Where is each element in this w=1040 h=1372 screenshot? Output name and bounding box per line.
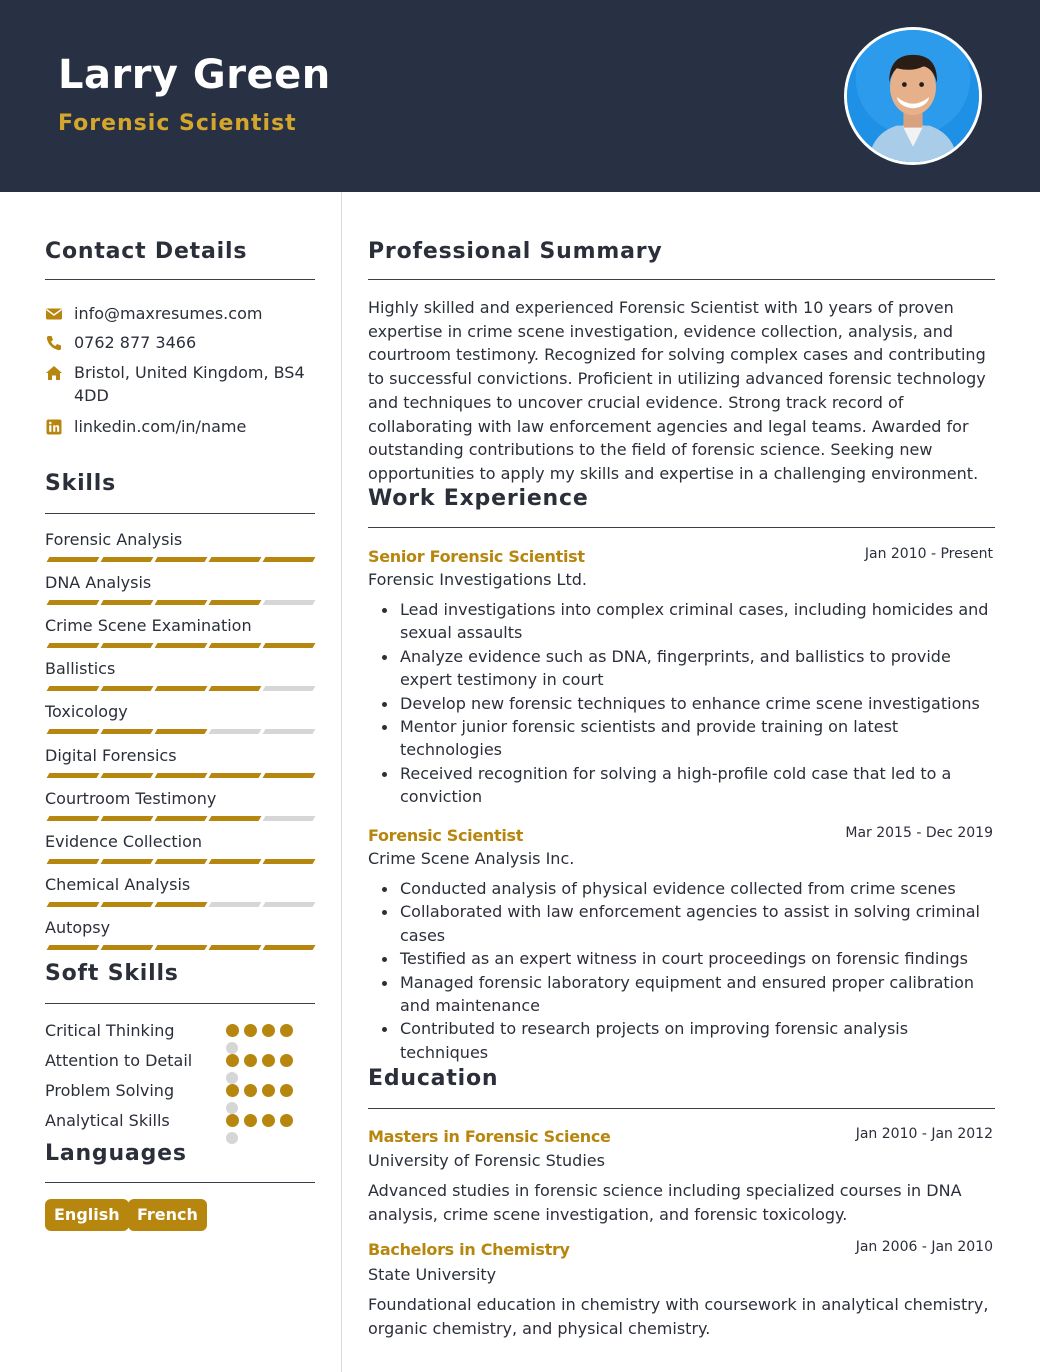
skill-level-segment bbox=[263, 686, 316, 691]
header-banner bbox=[0, 0, 1040, 192]
soft-skill-dot bbox=[280, 1054, 293, 1067]
contact-linkedin[interactable] bbox=[45, 415, 315, 439]
job-bullet: Lead investigations into complex criminal cases, including homicides and sexual assaults bbox=[368, 598, 995, 645]
skill-level-segment bbox=[263, 945, 316, 950]
skill-item bbox=[45, 746, 315, 766]
skill-item bbox=[45, 530, 315, 550]
skill-level-bar bbox=[45, 557, 313, 562]
job-bullet: Testified as an expert witness in court proceedings on forensic findings bbox=[368, 947, 995, 970]
soft-skill-dot bbox=[280, 1024, 293, 1037]
skill-level-segment bbox=[101, 729, 154, 734]
skill-level-segment bbox=[155, 859, 208, 864]
skill-level-segment bbox=[263, 600, 316, 605]
job-bullets bbox=[368, 598, 995, 809]
skill-level-segment bbox=[47, 816, 100, 821]
skill-level-segment bbox=[101, 557, 154, 562]
skill-level-segment bbox=[209, 902, 262, 907]
summary-rule bbox=[368, 279, 995, 280]
skill-level-bar bbox=[45, 643, 313, 648]
contact-phone[interactable] bbox=[45, 331, 315, 355]
soft-skill-dot bbox=[280, 1114, 293, 1127]
skill-level-segment bbox=[101, 859, 154, 864]
skill-level-bar bbox=[45, 859, 313, 864]
skill-level-segment bbox=[101, 686, 154, 691]
skill-level-segment bbox=[47, 729, 100, 734]
column-divider bbox=[341, 192, 342, 1372]
skill-level-segment bbox=[155, 600, 208, 605]
degree-description: Advanced studies in forensic science including specialized courses in DNA analysis, crime scene investigation, and forensic toxicology. bbox=[368, 1181, 962, 1224]
skill-level-segment bbox=[209, 816, 262, 821]
skill-level-segment bbox=[155, 773, 208, 778]
skill-level-bar bbox=[45, 773, 313, 778]
skill-item bbox=[45, 573, 315, 593]
soft-skills-heading: Soft Skills bbox=[45, 961, 179, 986]
skill-level-segment bbox=[263, 557, 316, 562]
soft-skill-dot bbox=[244, 1024, 257, 1037]
job-bullet: Managed forensic laboratory equipment and ensured proper calibration and maintenance bbox=[368, 971, 995, 1018]
skill-label: Ballistics bbox=[45, 659, 116, 679]
degree-title: Masters in Forensic Science bbox=[368, 1127, 611, 1146]
soft-skill-label: Analytical Skills bbox=[45, 1111, 170, 1130]
skill-level-segment bbox=[263, 902, 316, 907]
skill-level-segment bbox=[101, 945, 154, 950]
skill-level-bar bbox=[45, 729, 313, 734]
skill-level-bar bbox=[45, 686, 313, 691]
languages-heading: Languages bbox=[45, 1141, 187, 1166]
skill-level-segment bbox=[101, 600, 154, 605]
soft-skill-dot bbox=[226, 1084, 239, 1097]
skill-level-bar bbox=[45, 902, 313, 907]
skill-level-segment bbox=[263, 816, 316, 821]
contact-email-text: info@maxresumes.com bbox=[74, 304, 263, 323]
contact-rule bbox=[45, 279, 315, 280]
skill-level-segment bbox=[47, 600, 100, 605]
job-company: Crime Scene Analysis Inc. bbox=[368, 849, 575, 868]
skill-label: Courtroom Testimony bbox=[45, 788, 217, 808]
soft-skill-item bbox=[45, 1111, 315, 1135]
skill-label: DNA Analysis bbox=[45, 573, 152, 593]
skill-level-bar bbox=[45, 816, 313, 821]
job-bullet: Mentor junior forensic scientists and provide training on latest technologies bbox=[368, 715, 995, 762]
skill-level-segment bbox=[155, 643, 208, 648]
skill-label: Toxicology bbox=[45, 702, 128, 722]
soft-skill-label: Critical Thinking bbox=[45, 1021, 175, 1040]
education-rule bbox=[368, 1108, 995, 1109]
skill-item bbox=[45, 616, 315, 636]
job-bullets bbox=[368, 877, 995, 1064]
soft-skill-label: Problem Solving bbox=[45, 1081, 175, 1100]
summary-heading: Professional Summary bbox=[368, 239, 663, 264]
skill-level-segment bbox=[101, 902, 154, 907]
skill-item bbox=[45, 918, 315, 938]
skills-heading: Skills bbox=[45, 471, 116, 496]
profile-photo bbox=[844, 27, 982, 165]
linkedin-icon bbox=[45, 418, 63, 436]
soft-skill-dot bbox=[226, 1114, 239, 1127]
job-title: Senior Forensic Scientist bbox=[368, 547, 585, 566]
skill-level-segment bbox=[47, 945, 100, 950]
education-heading: Education bbox=[368, 1066, 499, 1091]
contact-heading: Contact Details bbox=[45, 239, 248, 264]
skill-level-segment bbox=[47, 557, 100, 562]
degree-date: Jan 2010 - Jan 2012 bbox=[855, 1126, 993, 1142]
soft-skill-dot bbox=[262, 1114, 275, 1127]
soft-skill-item bbox=[45, 1051, 315, 1075]
languages-rule bbox=[45, 1182, 315, 1183]
skill-level-segment bbox=[101, 643, 154, 648]
skills-rule bbox=[45, 513, 315, 514]
envelope-icon bbox=[45, 305, 63, 323]
soft-skill-dot bbox=[244, 1054, 257, 1067]
skill-level-segment bbox=[155, 945, 208, 950]
candidate-title: Forensic Scientist bbox=[58, 111, 297, 136]
skill-level-segment bbox=[209, 729, 262, 734]
degree-description: Foundational education in chemistry with coursework in analytical chemistry, organic chemistry, and physical chemistry. bbox=[368, 1295, 989, 1338]
soft-skill-dot bbox=[262, 1024, 275, 1037]
skill-level-segment bbox=[47, 686, 100, 691]
job-company: Forensic Investigations Ltd. bbox=[368, 570, 587, 589]
skill-level-segment bbox=[101, 816, 154, 821]
skill-level-segment bbox=[101, 773, 154, 778]
skill-item bbox=[45, 875, 315, 895]
job-bullet: Received recognition for solving a high-profile cold case that led to a conviction bbox=[368, 762, 995, 809]
skill-label: Evidence Collection bbox=[45, 831, 203, 851]
skill-level-segment bbox=[155, 686, 208, 691]
contact-phone-text: 0762 877 3466 bbox=[74, 333, 197, 352]
degree-date: Jan 2006 - Jan 2010 bbox=[855, 1239, 993, 1255]
skill-level-segment bbox=[155, 557, 208, 562]
skill-item bbox=[45, 832, 315, 852]
soft-skill-dot bbox=[280, 1084, 293, 1097]
skill-label: Forensic Analysis bbox=[45, 530, 183, 549]
job-bullet: Conducted analysis of physical evidence collected from crime scenes bbox=[368, 877, 995, 900]
skill-level-segment bbox=[263, 643, 316, 648]
phone-icon bbox=[45, 334, 63, 352]
skill-level-segment bbox=[47, 773, 100, 778]
skill-level-segment bbox=[209, 945, 262, 950]
skill-level-segment bbox=[209, 557, 262, 562]
skill-level-segment bbox=[209, 773, 262, 778]
soft-skill-dot bbox=[226, 1132, 238, 1144]
language-badge: French bbox=[128, 1199, 207, 1231]
skill-label: Chemical Analysis bbox=[45, 874, 191, 894]
skill-level-segment bbox=[155, 816, 208, 821]
job-date: Jan 2010 - Present bbox=[864, 546, 993, 562]
skill-label: Digital Forensics bbox=[45, 745, 177, 765]
skill-label: Autopsy bbox=[45, 917, 111, 937]
soft-skill-item bbox=[45, 1021, 315, 1045]
soft-skill-dot bbox=[244, 1084, 257, 1097]
experience-heading: Work Experience bbox=[368, 486, 589, 511]
skill-level-segment bbox=[47, 902, 100, 907]
job-bullet: Develop new forensic techniques to enhance crime scene investigations bbox=[368, 692, 995, 715]
skill-level-segment bbox=[47, 643, 100, 648]
skill-level-segment bbox=[209, 600, 262, 605]
soft-skill-dot bbox=[244, 1114, 257, 1127]
skill-item bbox=[45, 702, 315, 722]
skill-item bbox=[45, 789, 315, 809]
soft-skills-rule bbox=[45, 1003, 315, 1004]
soft-skill-dot bbox=[262, 1084, 275, 1097]
profile-photo-illustration bbox=[847, 30, 979, 162]
skill-level-segment bbox=[209, 643, 262, 648]
contact-linkedin-text: linkedin.com/in/name bbox=[74, 417, 247, 436]
skill-item bbox=[45, 659, 315, 679]
soft-skill-dot bbox=[226, 1054, 239, 1067]
job-title: Forensic Scientist bbox=[368, 826, 524, 845]
soft-skill-dot bbox=[262, 1054, 275, 1067]
contact-address bbox=[45, 361, 315, 409]
language-badge: English bbox=[45, 1199, 129, 1231]
soft-skill-dot bbox=[226, 1024, 239, 1037]
job-bullet: Analyze evidence such as DNA, fingerprints, and ballistics to provide expert testimony in court bbox=[368, 645, 995, 692]
soft-skill-item bbox=[45, 1081, 315, 1105]
skill-level-segment bbox=[263, 773, 316, 778]
job-bullet: Collaborated with law enforcement agencies to assist in solving criminal cases bbox=[368, 900, 995, 947]
job-bullet: Contributed to research projects on improving forensic analysis techniques bbox=[368, 1017, 995, 1064]
candidate-name: Larry Green bbox=[58, 52, 331, 98]
school-name: State University bbox=[368, 1265, 497, 1284]
summary-text: Highly skilled and experienced Forensic Scientist with 10 years of proven expertise in crime scene investigation, evidence collection, analysis, and courtroom testimony. Recognized for solving complex cases and contributing to successful convictions. Proficient in utilizing advanced forensic technology and techniques to uncover crucial evidence. Strong track record of collaborating with law enforcement agencies and legal teams. Awarded for outstanding contributions to the field of forensic science. Seeking new opportunities to apply my skills and expertise in a challenging environment. bbox=[368, 298, 986, 483]
home-icon bbox=[45, 364, 63, 382]
contact-address-text: Bristol, United Kingdom, BS4 4DD bbox=[74, 363, 305, 405]
school-name: University of Forensic Studies bbox=[368, 1151, 605, 1170]
contact-email[interactable] bbox=[45, 302, 315, 326]
degree-title: Bachelors in Chemistry bbox=[368, 1240, 570, 1259]
skill-level-segment bbox=[155, 729, 208, 734]
skill-level-segment bbox=[263, 729, 316, 734]
skill-level-segment bbox=[209, 859, 262, 864]
skill-level-segment bbox=[155, 902, 208, 907]
skill-level-segment bbox=[209, 686, 262, 691]
skill-level-segment bbox=[263, 859, 316, 864]
skill-label: Crime Scene Examination bbox=[45, 616, 252, 636]
skill-level-segment bbox=[47, 859, 100, 864]
job-date: Mar 2015 - Dec 2019 bbox=[845, 825, 993, 841]
soft-skill-label: Attention to Detail bbox=[45, 1051, 193, 1070]
skill-level-bar bbox=[45, 945, 313, 950]
skill-level-bar bbox=[45, 600, 313, 605]
experience-rule bbox=[368, 527, 995, 528]
